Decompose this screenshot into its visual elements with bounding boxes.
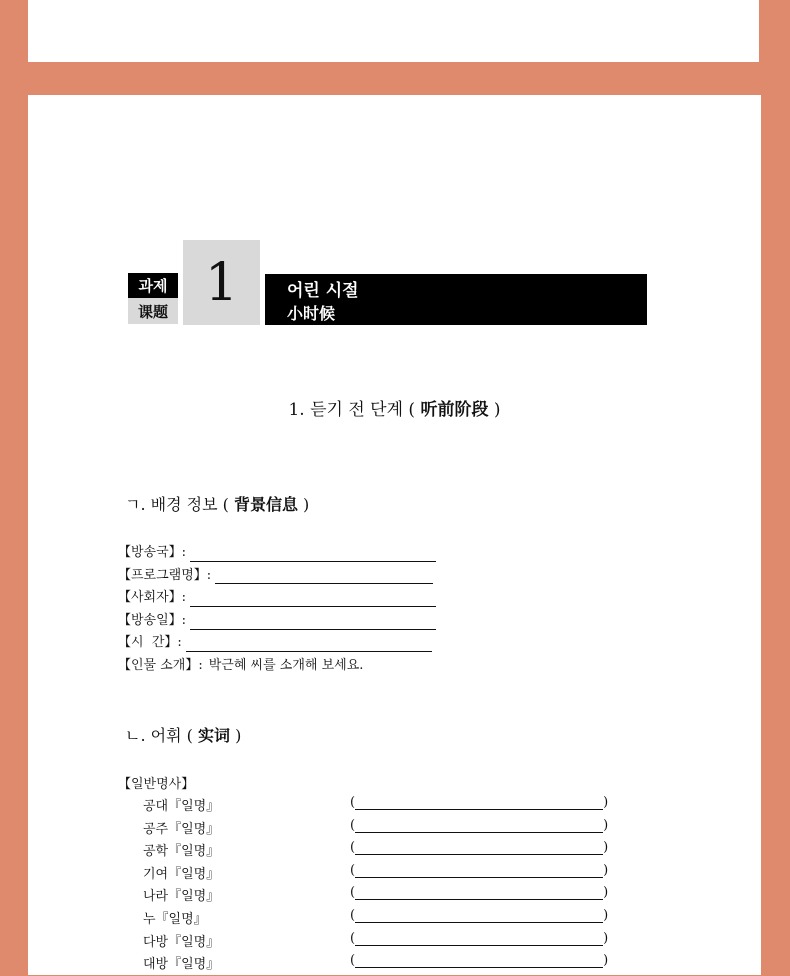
task-label-ko: 과제 [128, 273, 178, 298]
section-background-info [125, 492, 309, 515]
vocab-row [28, 885, 761, 908]
paren-open: ( [350, 840, 356, 856]
answer-blank[interactable] [190, 545, 436, 562]
vocab-answer[interactable] [350, 908, 608, 923]
person-intro-text: 박근혜 씨를 소개해 보세요. [208, 657, 364, 673]
info-label: 【시 간】: [118, 635, 182, 651]
answer-line [355, 818, 603, 833]
paren-close: ) [603, 840, 609, 856]
section-a-zh: 背景信息 [233, 495, 298, 514]
paren-open: ( [350, 908, 356, 923]
section-vocabulary [125, 723, 241, 746]
section-b-zh: 实词 [197, 726, 230, 745]
vocab-answer[interactable] [350, 818, 608, 833]
vocab-row [28, 795, 761, 818]
info-label: 【프로그램명】: [118, 567, 212, 583]
lesson-title-zh: 小时候 [287, 304, 336, 323]
paren-close: ) [603, 908, 609, 923]
answer-line [355, 885, 603, 900]
paren-open: ( [350, 885, 356, 901]
paren-open: ( [350, 817, 356, 833]
info-row-person [118, 655, 436, 678]
info-row-station [118, 542, 436, 565]
vocab-row [28, 840, 761, 863]
vocab-word: 대방『일명』 [143, 957, 220, 973]
info-label: 【사회자】: [118, 590, 187, 606]
answer-blank[interactable] [190, 613, 436, 630]
answer-line [355, 931, 603, 946]
info-row-date [118, 610, 436, 633]
vocab-answer[interactable] [350, 840, 608, 855]
vocab-word: 공학『일명』 [143, 844, 220, 860]
paren-open: ( [350, 953, 356, 969]
document-page [28, 95, 761, 975]
vocab-row [28, 931, 761, 954]
vocab-row [28, 953, 761, 976]
background-info-list [118, 542, 436, 678]
paren-open: ( [350, 795, 356, 810]
previous-page [28, 0, 759, 62]
paren-close: ) [603, 795, 609, 810]
vocab-answer[interactable] [350, 931, 608, 946]
vocab-row [28, 863, 761, 886]
lesson-title-bar [265, 274, 647, 325]
vocab-answer[interactable] [350, 795, 608, 810]
answer-blank[interactable] [215, 567, 433, 584]
paren-open: ( [350, 862, 356, 878]
paren-close: ) [603, 862, 609, 878]
paren-close: ) [603, 930, 609, 946]
vocab-word: 누『일명』 [143, 912, 207, 927]
paren-close: ) [603, 953, 609, 969]
answer-blank[interactable] [190, 590, 436, 607]
answer-blank[interactable] [186, 635, 432, 652]
vocab-row [28, 908, 761, 931]
paren-close: ) [603, 885, 609, 901]
answer-line [355, 840, 603, 855]
section-a-prefix: ㄱ. 배경 정보 ( [125, 495, 234, 514]
vocab-word: 나라『일명』 [143, 889, 220, 905]
answer-line [355, 908, 603, 923]
vocab-answer[interactable] [350, 885, 608, 900]
info-label: 【방송국】: [118, 545, 187, 560]
lesson-title-ko: 어린 시절 [287, 281, 359, 301]
answer-line [355, 863, 603, 878]
section-a-suffix: ) [297, 495, 310, 514]
lesson-number: 1 [183, 240, 260, 325]
vocab-word: 기여『일명』 [143, 866, 220, 882]
step-title-prefix: 1. 듣기 전 단계 ( [288, 400, 421, 420]
answer-line [355, 795, 603, 810]
vocab-heading: 【일반명사】 [118, 777, 195, 792]
step-title-zh: 听前阶段 [420, 400, 489, 420]
vocab-word: 공주『일명』 [143, 821, 220, 837]
paren-open: ( [350, 930, 356, 946]
info-row-time [118, 632, 436, 655]
paren-close: ) [603, 817, 609, 833]
step-title-suffix: ) [488, 400, 501, 420]
vocab-word: 공대『일명』 [143, 799, 220, 814]
info-row-program [118, 565, 436, 588]
task-label-zh: 课题 [128, 298, 178, 324]
person-intro-label: 【인물 소개】: [118, 657, 203, 673]
lesson-header [128, 240, 648, 325]
vocab-row [28, 818, 761, 841]
info-row-host [118, 587, 436, 610]
step-title [28, 395, 761, 420]
vocab-answer[interactable] [350, 953, 608, 968]
vocab-answer[interactable] [350, 863, 608, 878]
info-label: 【방송일】: [118, 612, 187, 628]
section-b-prefix: ㄴ. 어휘 ( [125, 726, 198, 745]
vocab-word: 다방『일명』 [143, 934, 220, 950]
section-b-suffix: ) [229, 726, 242, 745]
answer-line [355, 953, 603, 968]
